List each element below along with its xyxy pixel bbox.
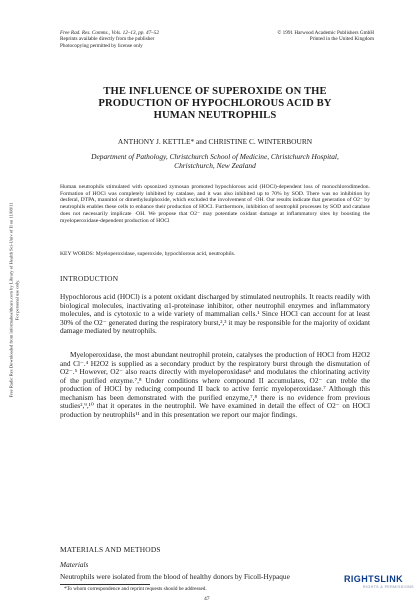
- watermark-line-1: Free Radic Res Downloaded from informahealthcare.com by Library of Health Sci-Univ of Il on 11/08/11: [8, 202, 14, 398]
- photocopy-notice: Photocopying permitted by license only: [60, 42, 143, 49]
- title-line-1: THE INFLUENCE OF SUPEROXIDE ON THE: [103, 86, 327, 97]
- rightslink-tagline: RIGHTS & PERMISSIONS: [363, 585, 414, 589]
- download-watermark-text: [8, 203, 19, 398]
- publisher-header: [242, 30, 374, 43]
- affiliation-line-2: Christchurch, New Zealand: [174, 161, 256, 170]
- intro-paragraph-2: Myeloperoxidase, the most abundant neutrophil protein, catalyses the production of HOCl from H2O2 and Cl⁻.⁴ H2O2 is supplied as a secondary product by the respiratory burst through the dismutation of O2⁻.⁵ However, O2⁻ also reacts directly with myeloperoxidase⁶ and modulates the chlorinating activity of the purified enzyme.⁷,⁸ Under conditions where compound II accumulates, O2⁻ can treble the production of HOCl by reducing compound II back to active ferric myeloperoxidase.⁷ Although this mechanism has been demonstrated with the purified enzyme,⁷,⁸ there is no evidence from previous studies²,⁹,¹⁰ that it operates in the neutrophil. We have examined in detail the effect of O2⁻ on HOCl production by neutrophils¹¹ and in this presentation we report our major findings.: [60, 350, 370, 419]
- abstract: Human neutrophils stimulated with opsonized zymosan promoted hypochlorous acid (HOCl)-dependent loss of monochlorodimedon. Formation of HOCl was completely inhibited by catalase, and it was also inhibited up to 70% by SOD. There was no inhibition by desferal, DTPA, mannitol or dimethylsulphoxide, which excluded the involvement of ·OH. Our results indicate that generation of O2⁻ by neutrophils enables these cells to enhance their production of HOCl. Furthermore, inhibition of neutrophil processes by SOD and catalase does not necessarily implicate ·OH. We propose that O2⁻ may potentiate oxidant damage at inflammatory sites by boosting the myeloperoxidase-dependent production of HOCl: [60, 184, 370, 224]
- keywords: KEY WORDS: Myeloperoxidase, superoxide, hypochlorous acid, neutrophils.: [60, 251, 236, 257]
- affiliation-line-1: Department of Pathology, Christchurch School of Medicine, Christchurch Hospital,: [91, 152, 339, 161]
- affiliation: [60, 152, 370, 170]
- page-number: 47: [204, 596, 210, 602]
- download-watermark: [2, 165, 26, 435]
- reprints-notice: Reprints available directly from the publisher: [60, 36, 155, 43]
- subsection-heading-materials: Materials: [60, 560, 89, 569]
- title-line-3: HUMAN NEUTROPHILS: [153, 110, 277, 122]
- title-line-2: PRODUCTION OF HYPOCHLOROUS ACID BY: [98, 98, 332, 110]
- section-heading-introduction: INTRODUCTION: [60, 274, 119, 283]
- materials-paragraph: Neutrophils were isolated from the blood of healthy donors by Ficoll-Hypaque: [60, 572, 290, 581]
- journal-citation: Free Rad. Res. Comms., Vols. 12–13, pp. 47–52: [60, 30, 159, 36]
- journal-header: [60, 30, 230, 49]
- paper-title: [60, 86, 370, 123]
- intro-paragraph-1: Hypochlorous acid (HOCl) is a potent oxidant discharged by stimulated neutrophils. It reacts readily with biological molecules, inactivating α1-proteinase inhibitor, other neutrophil enzymes and inflammatory molecules, and is cytotoxic to a wide variety of mammalian cells.¹ Since HOCl can account for at least 30% of the O2⁻ generated during the respiratory burst,²,³ it may be responsible for the majority of oxidant damage mediated by neutrophils.: [60, 292, 370, 336]
- authors: ANTHONY J. KETTLE* and CHRISTINE C. WINTERBOURN: [117, 137, 313, 146]
- footnote: *To whom correspondence and reprint requests should be addressed.: [64, 586, 207, 592]
- watermark-line-2: For personal use only.: [14, 279, 19, 321]
- printed-notice: Printed in the United Kingdom: [309, 36, 374, 43]
- copyright-notice: © 1991 Harwood Academic Publishers GmbH: [277, 30, 374, 36]
- section-heading-methods: MATERIALS AND METHODS: [60, 545, 161, 554]
- rightslink-logo[interactable]: RIGHTSLINK: [344, 574, 403, 584]
- footnote-divider: [60, 584, 150, 585]
